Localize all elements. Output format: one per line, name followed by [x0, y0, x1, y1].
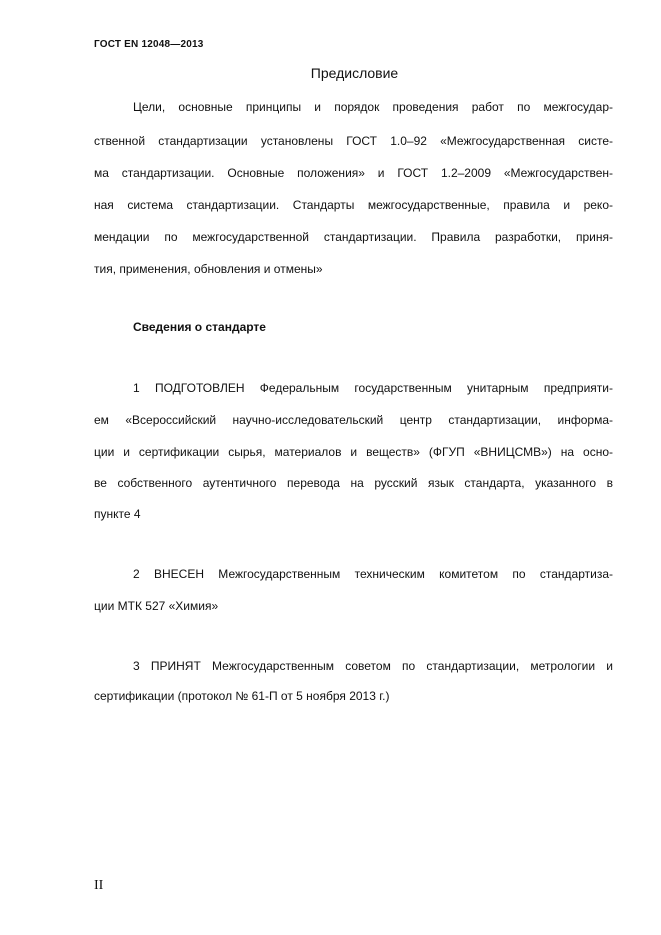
- intro-line: мендации по межгосударственной стандартизации. Правила разработки, приня-: [94, 230, 613, 244]
- item-1-line: ции и сертификации сырья, материалов и веществ» (ФГУП «ВНИЦСМВ») на осно-: [94, 445, 613, 459]
- intro-line: ма стандартизации. Основные положения» и ГОСТ 1.2–2009 «Межгосударствен-: [94, 166, 613, 180]
- item-2-line: 2 ВНЕСЕН Межгосударственным техническим комитетом по стандартиза-: [133, 567, 613, 581]
- item-3-line: 3 ПРИНЯТ Межгосударственным советом по стандартизации, метрологии и: [133, 659, 613, 673]
- section-heading: Сведения о стандарте: [133, 320, 266, 334]
- item-1-line: пункте 4: [94, 507, 141, 521]
- intro-line: ная система стандартизации. Стандарты межгосударственные, правила и реко-: [94, 198, 613, 212]
- item-1-line: ем «Всероссийский научно-исследовательский центр стандартизации, информа-: [94, 413, 613, 427]
- standard-code-header: ГОСТ EN 12048—2013: [94, 39, 204, 50]
- intro-line: Цели, основные принципы и порядок проведения работ по межгосудар-: [133, 100, 613, 114]
- intro-line: ственной стандартизации установлены ГОСТ 1.0–92 «Межгосударственная систе-: [94, 134, 613, 148]
- item-1-line: ве собственного аутентичного перевода на русский язык стандарта, указанного в: [94, 476, 613, 490]
- item-3-line: сертификации (протокол № 61-П от 5 ноября 2013 г.): [94, 689, 390, 703]
- intro-line: тия, применения, обновления и отмены»: [94, 262, 323, 276]
- page-title: Предисловие: [310, 65, 399, 81]
- page-number: II: [94, 878, 104, 893]
- item-1-line: 1 ПОДГОТОВЛЕН Федеральным государственным унитарным предприяти-: [133, 381, 613, 395]
- item-2-line: ции МТК 527 «Химия»: [94, 599, 219, 613]
